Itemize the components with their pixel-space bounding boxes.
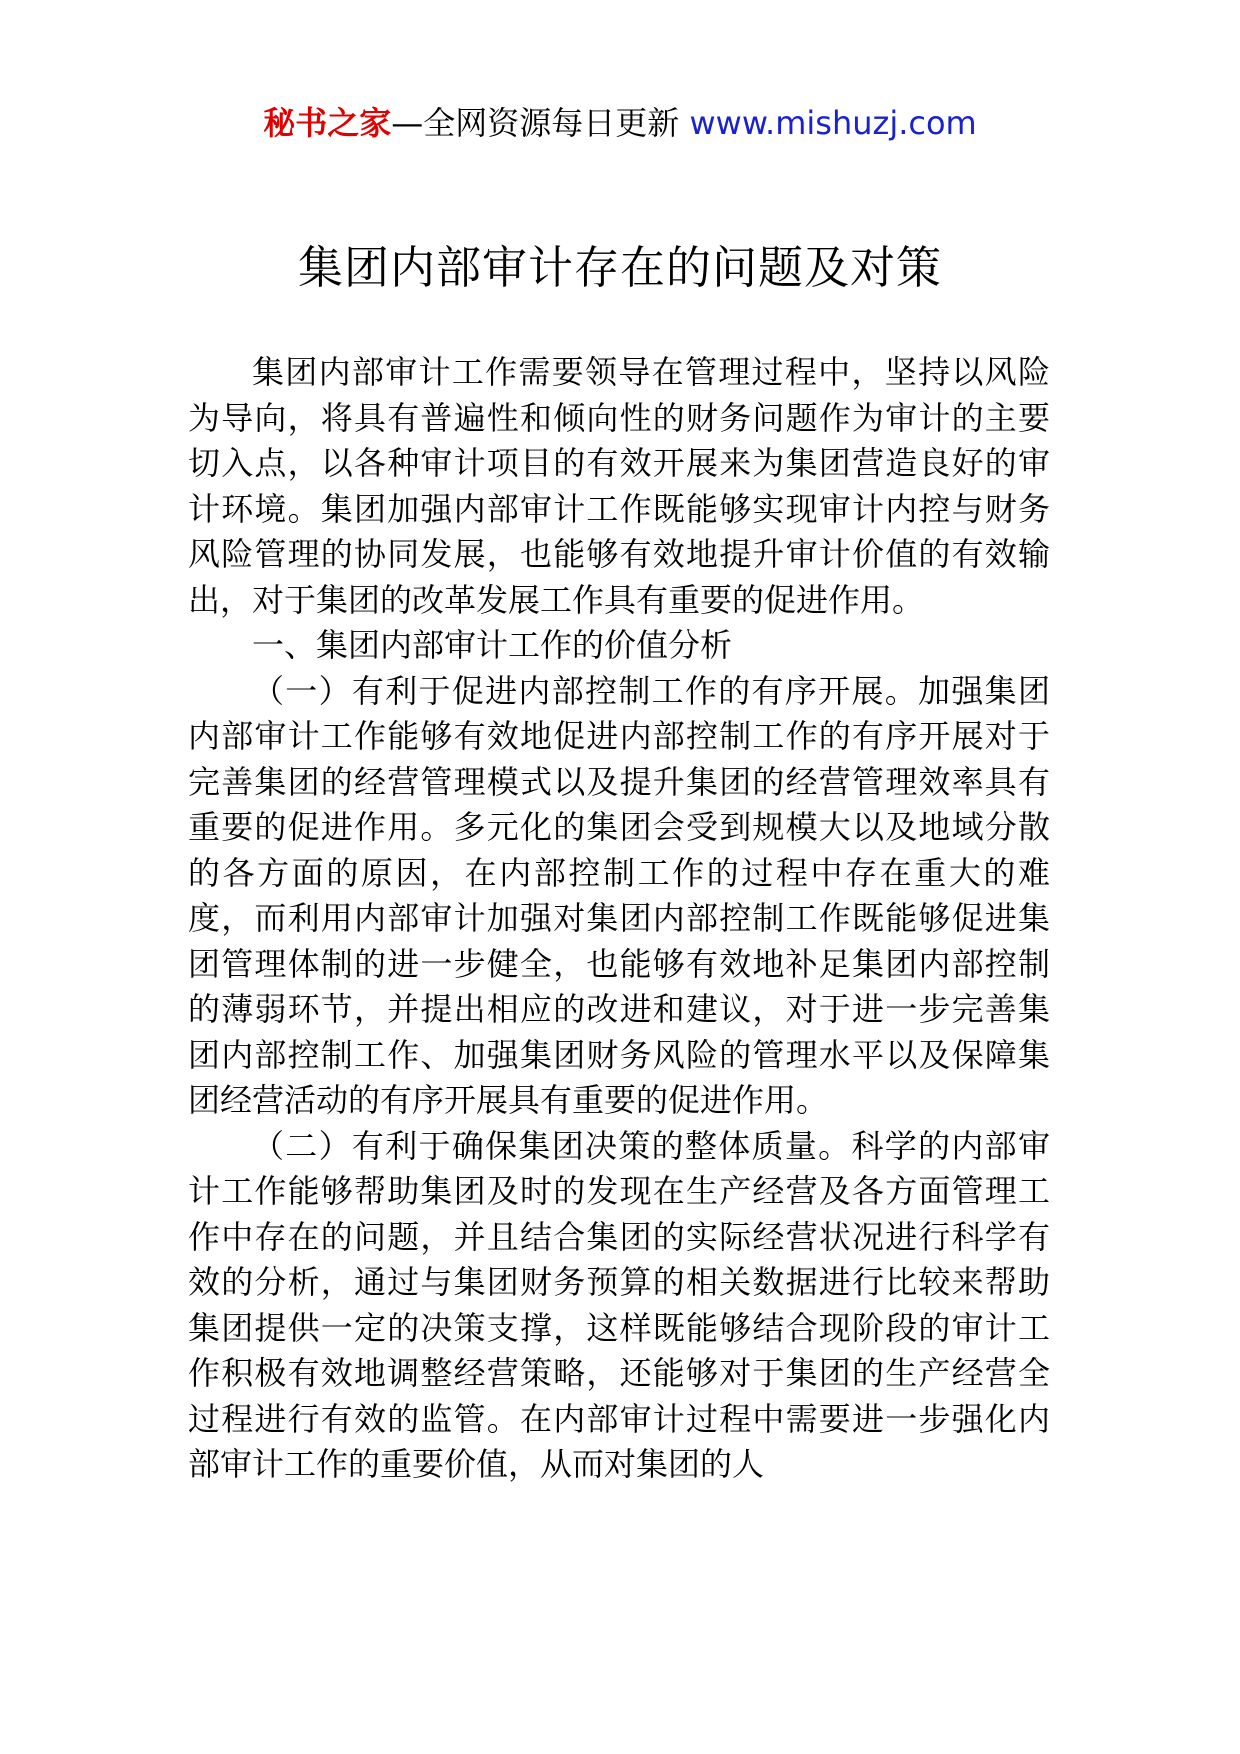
brand-name: 秘书之家 — [263, 104, 392, 142]
document-title: 集团内部审计存在的问题及对策 — [297, 241, 942, 294]
document-body — [188, 350, 1050, 1488]
header-tagline: —全网资源每日更新 — [391, 104, 690, 142]
section-heading-1: 一、集团内部审计工作的价值分析 — [252, 626, 733, 664]
paragraph-2: （二）有利于确保集团决策的整体质量。科学的内部审计工作能够帮助集团及时的发现在生产经营及各方面管理工作中存在的问题，并且结合集团的实际经营状况进行科学有效的分析，通过与集团财务预算的相关数据进行比较来帮助集团提供一定的决策支撑，这样既能够结合现阶段的审计工作积极有效地调整经营策略，还能够对于集团的生产经营全过程进行有效的监管。在内部审计过程中需要进一步强化内部审计工作的重要价值，从而对集团的人 — [188, 1126, 1050, 1483]
site-url-link[interactable]: www.mishuzj.com — [689, 104, 977, 142]
site-header — [0, 98, 1240, 148]
paragraph-intro: 集团内部审计工作需要领导在管理过程中，坚持以风险为导向，将具有普遍性和倾向性的财务问题作为审计的主要切入点，以各种审计项目的有效开展来为集团营造良好的审计环境。集团加强内部审计工作既能够实现审计内控与财务风险管理的协同发展，也能够有效地提升审计价值的有效输出，对于集团的改革发展工作具有重要的促进作用。 — [188, 353, 1050, 619]
paragraph-1: （一）有利于促进内部控制工作的有序开展。加强集团内部审计工作能够有效地促进内部控制工作的有序开展对于完善集团的经营管理模式以及提升集团的经营管理效率具有重要的促进作用。多元化的集团会受到规模大以及地域分散的各方面的原因，在内部控制工作的过程中存在重大的难度，而利用内部审计加强对集团内部控制工作既能够促进集团管理体制的进一步健全，也能够有效地补足集团内部控制的薄弱环节，并提出相应的改进和建议，对于进一步完善集团内部控制工作、加强集团财务风险的管理水平以及保障集团经营活动的有序开展具有重要的促进作用。 — [188, 671, 1050, 1119]
